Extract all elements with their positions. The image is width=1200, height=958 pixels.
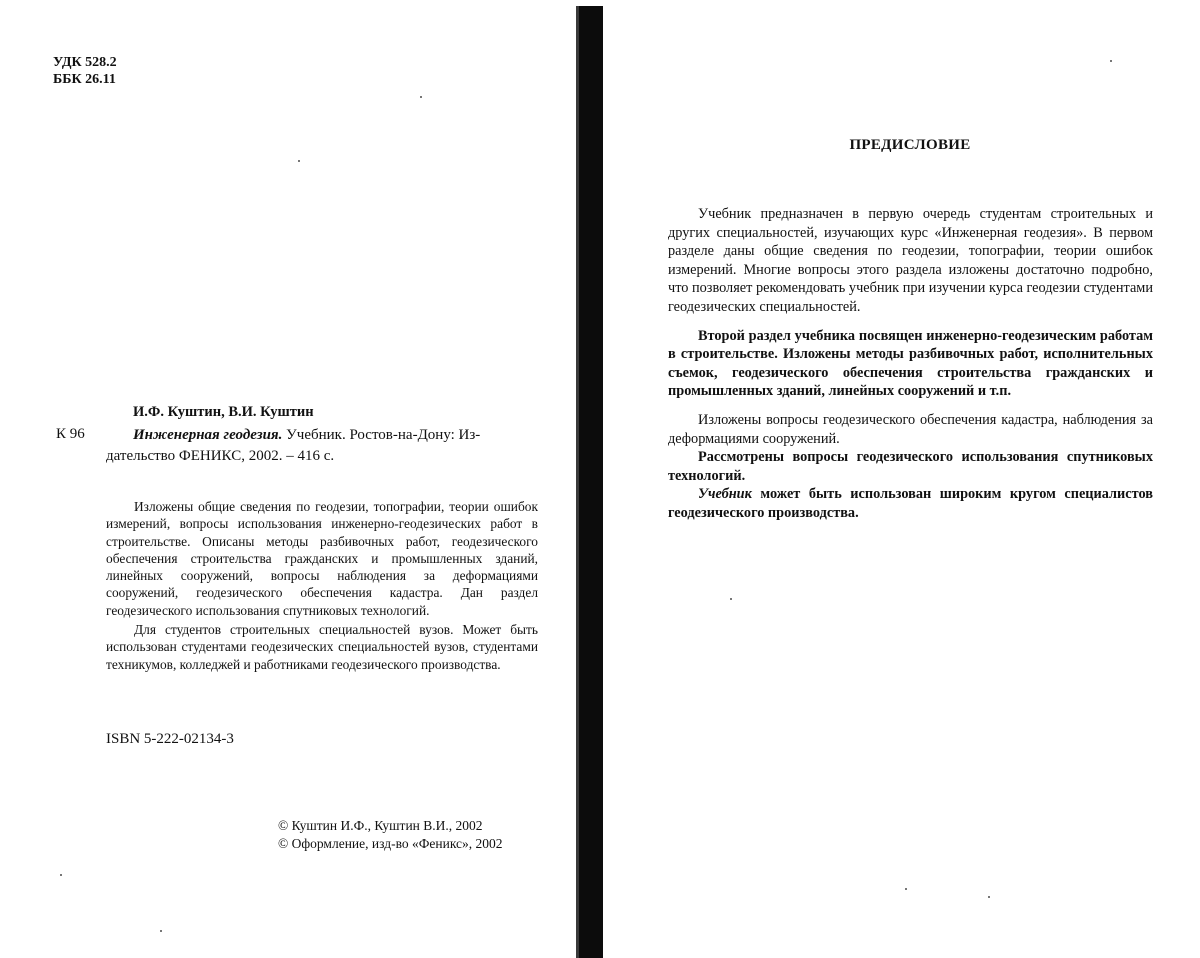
preface-lead-word: Учебник	[698, 486, 752, 502]
bbk-code: ББК 26.11	[53, 71, 117, 88]
classification-codes	[53, 54, 117, 88]
annotation-paragraph: Изложены общие сведения по геодезии, топографии, теории ошибок измерений, вопросы использования инженерно-геодезических работ в строительстве. Описаны методы разбивочных работ, геодезического обеспечения строительства гражданских и промышленных зданий, линейных сооружений, вопросы наблюдения за деформациями сооружений, геодезического обеспечения кадастра. Дан раздел геодезического использования спутниковых технологий.	[106, 498, 538, 619]
isbn: ISBN 5-222-02134-3	[106, 731, 234, 748]
scan-speck	[298, 160, 300, 162]
scan-speck	[160, 930, 162, 932]
preface-paragraph: Учебник предназначен в первую очередь студентам строительных и других специальностей, изучающих курс «Инженерная геодезия». В первом разделе даны общие сведения по геодезии, топографии, теории ошибок измерений. Многие вопросы этого раздела изложены достаточно подробно, что позволяет рекомендовать учебник при изучении курса геодезии студентами геодезических специальностей.	[668, 205, 1153, 317]
scan-speck	[1110, 60, 1112, 62]
copyright-authors: © Куштин И.Ф., Куштин В.И., 2002	[278, 817, 503, 835]
preface-text	[668, 205, 1153, 523]
annotation	[106, 498, 538, 673]
author-mark: К 96	[56, 426, 85, 443]
book-spine-shadow	[579, 6, 603, 958]
scan-speck	[905, 888, 907, 890]
bibliographic-citation	[133, 425, 538, 467]
udk-code: УДК 528.2	[53, 54, 117, 71]
scan-speck	[420, 96, 422, 98]
preface-paragraph: Второй раздел учебника посвящен инженерно-геодезическим работам в строительстве. Изложены методы разбивочных работ, исполнительных съемок, геодезического обеспечения строительства гражданских и промышленных зданий, линейных сооружений и т.п.	[668, 327, 1153, 401]
preface-paragraph: Рассмотрены вопросы геодезического использования спутниковых технологий.	[668, 448, 1153, 485]
book-title: Инженерная геодезия.	[133, 427, 282, 443]
copyright-design: © Оформление, изд-во «Феникс», 2002	[278, 835, 503, 853]
scan-speck	[60, 874, 62, 876]
citation-publisher-line-2: дательство ФЕНИКС, 2002. – 416 с.	[106, 446, 538, 467]
preface-paragraph: Изложены вопросы геодезического обеспечения кадастра, наблюдения за деформациями сооружений.	[668, 411, 1153, 448]
copyright-block	[278, 817, 503, 853]
annotation-paragraph: Для студентов строительных специальностей вузов. Может быть использован студентами геодезических специальностей вузов, студентами техникумов, колледжей и работниками геодезического производства.	[106, 621, 538, 673]
page-title: ПРЕДИСЛОВИЕ	[660, 137, 1160, 154]
citation-publisher-line-1: Учебник. Ростов-на-Дону: Из-	[282, 427, 480, 443]
scan-speck	[730, 598, 732, 600]
scan-speck	[988, 896, 990, 898]
preface-paragraph	[668, 485, 1153, 522]
preface-paragraph-rest: может быть использован широким кругом специалистов геодезического производства.	[668, 486, 1153, 521]
authors: И.Ф. Куштин, В.И. Куштин	[133, 404, 314, 421]
